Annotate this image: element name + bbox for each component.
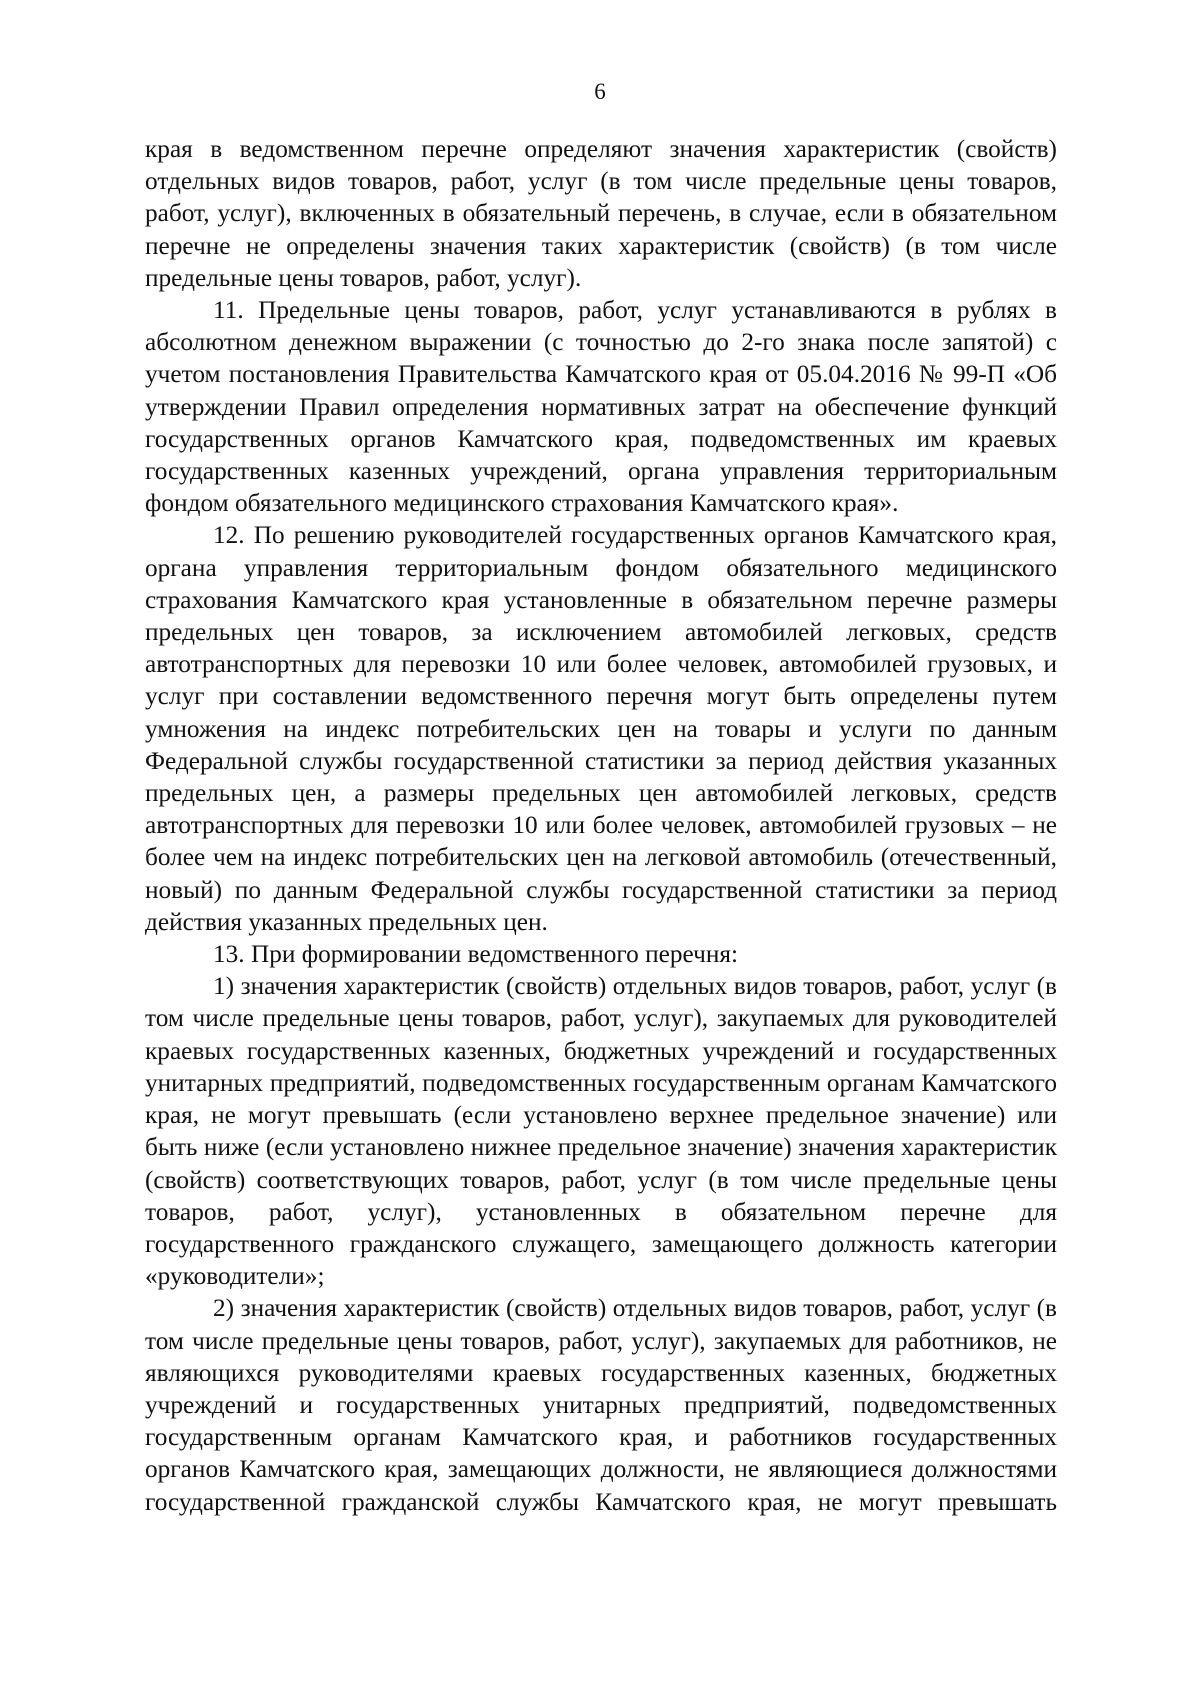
paragraph-continuation: края в ведомственном перечне определяют значения характеристик (свойств) отдельных видов товаров, работ, услуг (в том числе предельные цены товаров, работ, услуг), включенных в обязательный перечень, в случае, если в обязательном перечне не определены значения таких характеристик (свойств) (в том числе предельные цены товаров, работ, услуг). xyxy=(145,135,1057,292)
document-body xyxy=(145,133,1057,1518)
paragraph-item-12: 12. По решению руководителей государственных органов Камчатского края, органа управления территориальным фондом обязательного медицинского страхования Камчатского края установленные в обязательном перечне размеры предельных цен товаров, за исключением автомобилей легковых, средств автотранспортных для перевозки 10 или более человек, автомобилей грузовых, и услуг при составлении ведомственного перечня могут быть определены путем умножения на индекс потребительских цен на товары и услуги по данным Федеральной службы государственной статистики за период действия указанных предельных цен, а размеры предельных цен автомобилей легковых, средств автотранспортных для перевозки 10 или более человек, автомобилей грузовых – не более чем на индекс потребительских цен на легковой автомобиль (отечественный, новый) по данным Федеральной службы государственной статистики за период действия указанных предельных цен. xyxy=(145,521,1057,936)
paragraph-item-11: 11. Предельные цены товаров, работ, услуг устанавливаются в рублях в абсолютном денежном выражении (с точностью до 2-го знака после запятой) с учетом постановления Правительства Камчатского края от 05.04.2016 № 99-П «Об утверждении Правил определения нормативных затрат на обеспечение функций государственных органов Камчатского края, подведомственных им краевых государственных казенных учреждений, органа управления территориальным фондом обязательного медицинского страхования Камчатского края». xyxy=(145,296,1057,518)
paragraph-item-13-1: 1) значения характеристик (свойств) отдельных видов товаров, работ, услуг (в том числе предельные цены товаров, работ, услуг), закупаемых для руководителей краевых государственных казенных, бюджетных учреждений и государственных унитарных предприятий, подведомственных государственным органам Камчатского края, не могут превышать (если установлено верхнее предельное значение) или быть ниже (если установлено нижнее предельное значение) значения характеристик (свойств) соответствующих товаров, работ, услуг (в том числе предельные цены товаров, работ, услуг), установленных в обязательном перечне для государственного гражданского служащего, замещающего должность категории «руководители»; xyxy=(145,972,1057,1291)
paragraph-item-13: 13. При формировании ведомственного перечня: xyxy=(213,940,739,969)
paragraph-item-13-2: 2) значения характеристик (свойств) отдельных видов товаров, работ, услуг (в том числе предельные цены товаров, работ, услуг), закупаемых для работников, не являющихся руководителями краевых государственных казенных, бюджетных учреждений и государственных унитарных предприятий, подведомственных государственным органам Камчатского края, и работников государственных органов Камчатского края, замещающих должности, не являющиеся должностями государственной гражданской службы Камчатского края, не могут превышать xyxy=(145,1294,1057,1516)
page-number: 6 xyxy=(594,79,606,104)
